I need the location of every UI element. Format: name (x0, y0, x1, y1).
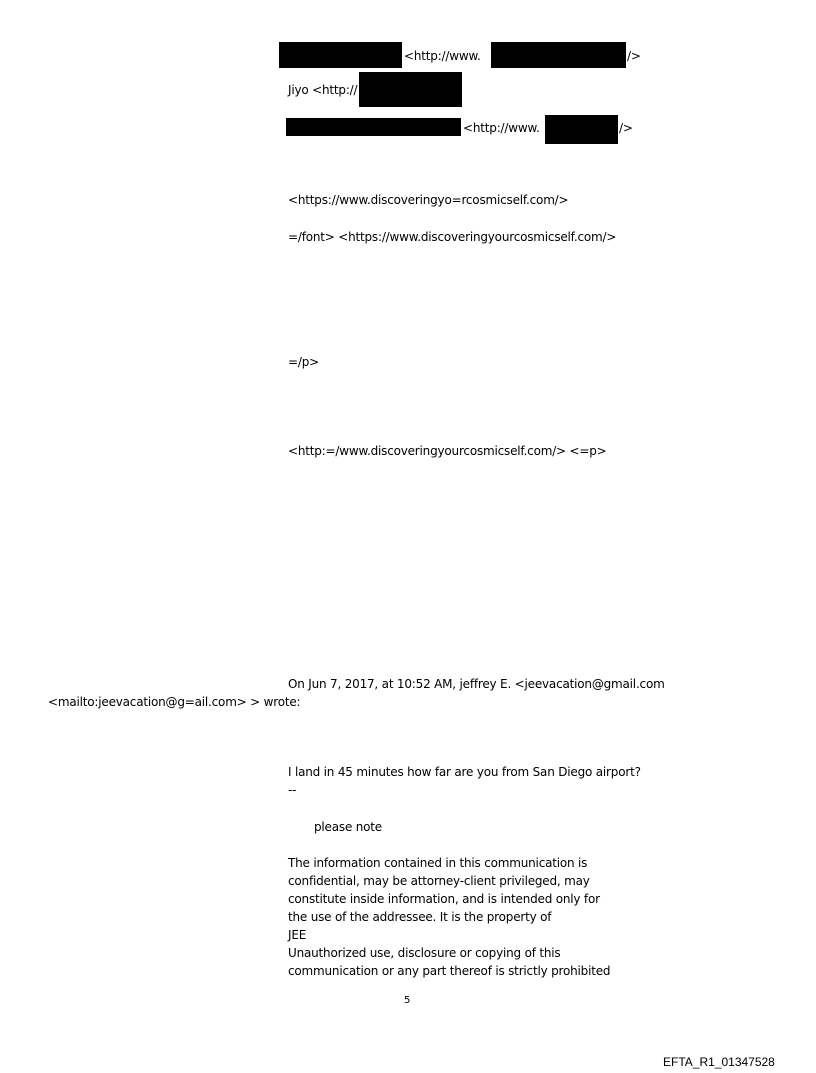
disclaimer-line: communication or any part thereof is strictly prohibited (288, 964, 611, 978)
signature-separator: -- (288, 783, 297, 797)
quote-header-line1: On Jun 7, 2017, at 10:52 AM, jeffrey E. <jeevacation@gmail.com (288, 677, 665, 691)
paragraph-close: =/p> (288, 355, 319, 369)
link-end: /> (627, 49, 641, 63)
redaction-block (279, 42, 402, 68)
link-text: Jiyo <http:// (288, 83, 358, 97)
disclaimer-block (288, 854, 610, 980)
redaction-block (286, 118, 461, 136)
message-body: I land in 45 minutes how far are you from San Diego airport? (288, 765, 641, 779)
disclaimer-line: constitute inside information, and is intended only for (288, 892, 600, 906)
link-end: /> (619, 121, 633, 135)
link-text: =/font> <https://www.discoveringyourcosmicself.com/> (288, 230, 617, 244)
disclaimer-line: Unauthorized use, disclosure or copying of this (288, 946, 561, 960)
disclaimer-line: confidential, may be attorney-client privileged, may (288, 874, 590, 888)
link-text: <http://www. (463, 121, 540, 135)
disclaimer-line: JEE (288, 928, 307, 942)
page-number: 5 (404, 995, 411, 1006)
link-text: <https://www.discoveringyo=rcosmicself.com/> (288, 193, 569, 207)
redaction-block (491, 42, 626, 68)
redaction-block (359, 72, 462, 107)
disclaimer-line: The information contained in this communication is (288, 856, 588, 870)
link-text: <http://www. (404, 49, 481, 63)
document-id: EFTA_R1_01347528 (663, 1055, 775, 1069)
link-text: <http:=/www.discoveringyourcosmicself.com/> <=p> (288, 444, 607, 458)
note-label: please note (314, 820, 382, 834)
disclaimer-line: the use of the addressee. It is the property of (288, 910, 552, 924)
quote-header-line2: <mailto:jeevacation@g=ail.com> > wrote: (48, 695, 301, 709)
redaction-block (545, 115, 618, 144)
